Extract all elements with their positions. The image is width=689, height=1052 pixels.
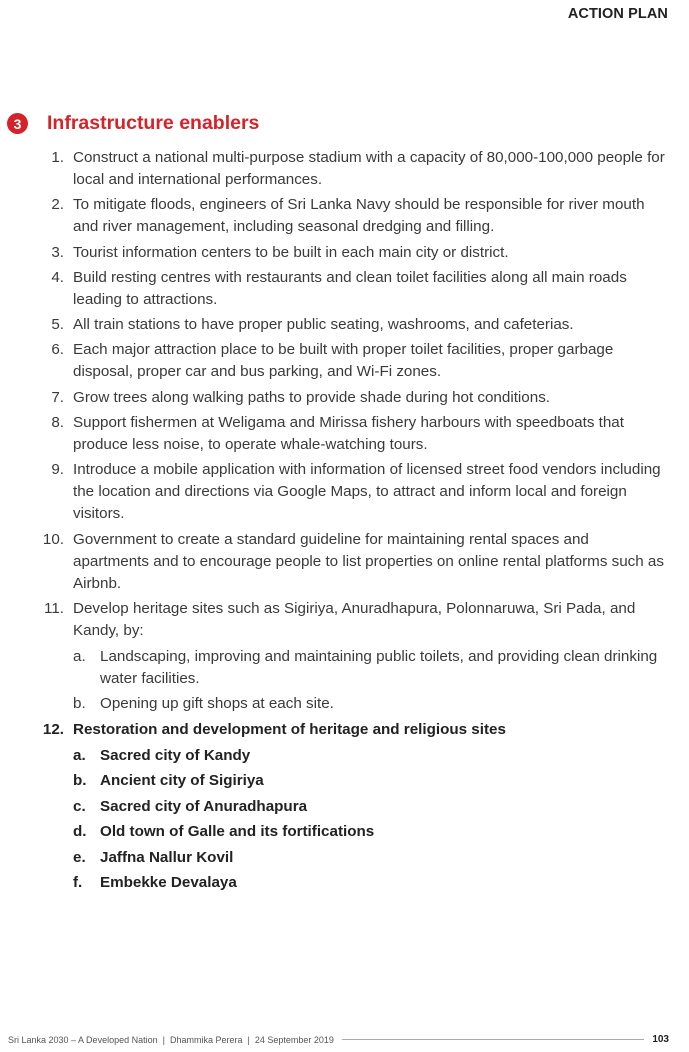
item-text: Tourist information centers to be built in each main city or district. bbox=[73, 243, 509, 261]
item-text: Government to create a standard guideline for maintaining rental spaces and apartments and to encourage people to list properties on online rental platforms such as Airbnb. bbox=[73, 530, 664, 592]
footer-date: 24 September 2019 bbox=[254, 1034, 334, 1045]
footer-author: Dhammika Perera bbox=[169, 1034, 243, 1045]
sub-item-letter: b. bbox=[73, 695, 86, 713]
page-footer bbox=[8, 1034, 669, 1045]
list-item bbox=[0, 194, 689, 238]
list-item bbox=[0, 529, 689, 595]
sub-item-text: Opening up gift shops at each site. bbox=[100, 695, 334, 713]
section-heading bbox=[7, 112, 259, 135]
sub-item-text: Sacred city of Kandy bbox=[100, 746, 251, 764]
sub-list-item bbox=[0, 821, 665, 843]
sub-list-item bbox=[0, 872, 665, 894]
item-text: All train stations to have proper public seating, washrooms, and cafeterias. bbox=[73, 316, 574, 334]
item-text: Grow trees along walking paths to provide shade during hot conditions. bbox=[73, 388, 551, 406]
item-text: Build resting centres with restaurants and clean toilet facilities along all main roads leading to attractions. bbox=[73, 268, 627, 308]
list-item bbox=[0, 459, 689, 525]
sub-item-letter: d. bbox=[73, 823, 87, 841]
sub-list-item bbox=[0, 770, 665, 792]
sub-item-letter: a. bbox=[73, 746, 86, 764]
sub-list bbox=[73, 745, 665, 895]
item-number: 8. bbox=[51, 414, 64, 432]
item-text: Introduce a mobile application with information of licensed street food vendors including the location and directions via Google Maps, to attract and inform local and foreign visitors. bbox=[73, 461, 661, 523]
item-number: 1. bbox=[51, 149, 64, 166]
page-number: 103 bbox=[652, 1034, 669, 1045]
sub-item-letter: b. bbox=[73, 772, 87, 790]
sub-list-item bbox=[0, 693, 665, 715]
sub-item-text: Ancient city of Sigiriya bbox=[100, 772, 264, 790]
list-item bbox=[0, 147, 689, 191]
item-text: Construct a national multi-purpose stadium with a capacity of 80,000-100,000 people for local and international performances. bbox=[73, 149, 665, 188]
list-item bbox=[0, 242, 689, 264]
list-item bbox=[0, 412, 689, 456]
list-item bbox=[0, 598, 689, 715]
item-text: Each major attraction place to be built with proper toilet facilities, proper garbage disposal, proper car and bus parking, and Wi-Fi zones. bbox=[73, 341, 614, 381]
footer-rule bbox=[342, 1039, 644, 1040]
section-title: Infrastructure enablers bbox=[47, 112, 260, 134]
item-number: 5. bbox=[51, 316, 64, 334]
item-number: 7. bbox=[51, 388, 64, 406]
sub-item-text: Embekke Devalaya bbox=[100, 874, 237, 892]
sub-item-text: Sacred city of Anuradhapura bbox=[100, 797, 308, 815]
item-number: 4. bbox=[51, 268, 64, 286]
footer-publication: Sri Lanka 2030 – A Developed Nation bbox=[8, 1034, 158, 1045]
list-item bbox=[0, 339, 689, 383]
list-item bbox=[0, 719, 689, 895]
item-number: 9. bbox=[51, 461, 64, 479]
section-number-badge: 3 bbox=[7, 113, 28, 134]
list-item bbox=[0, 387, 689, 409]
sub-item-text: Old town of Galle and its fortifications bbox=[100, 823, 375, 841]
item-number: 10. bbox=[42, 530, 64, 548]
item-text: To mitigate floods, engineers of Sri Lanka Navy should be responsible for river mouth and river management, including seasonal dredging and filling. bbox=[73, 196, 645, 236]
action-list bbox=[0, 147, 689, 898]
item-number: 2. bbox=[51, 196, 64, 214]
sub-list-item bbox=[0, 745, 665, 767]
list-item bbox=[0, 267, 689, 311]
list-item bbox=[0, 314, 689, 336]
item-text: Restoration and development of heritage and religious sites bbox=[73, 720, 506, 738]
item-number: 11. bbox=[44, 599, 64, 617]
item-text: Support fishermen at Weligama and Mirissa fishery harbours with speedboats that produce less noise, to operate whale-watching tours. bbox=[73, 414, 624, 454]
sub-list-item bbox=[0, 796, 665, 818]
item-number: 6. bbox=[51, 341, 64, 359]
sub-list-item bbox=[0, 646, 665, 690]
sub-item-text: Landscaping, improving and maintaining public toilets, and providing clean drinking water facilities. bbox=[100, 647, 658, 687]
item-number: 3. bbox=[51, 243, 64, 261]
item-number: 12. bbox=[42, 720, 64, 738]
sub-item-text: Jaffna Nallur Kovil bbox=[100, 848, 234, 866]
sub-item-letter: a. bbox=[73, 647, 86, 665]
sub-list bbox=[73, 646, 665, 715]
footer-separator: | bbox=[247, 1034, 250, 1045]
sub-list-item bbox=[0, 847, 665, 869]
sub-item-letter: e. bbox=[73, 848, 86, 866]
footer-separator: | bbox=[162, 1034, 165, 1045]
page-header-title: ACTION PLAN bbox=[567, 6, 668, 22]
sub-item-letter: c. bbox=[73, 797, 86, 815]
item-text: Develop heritage sites such as Sigiriya, Anuradhapura, Polonnaruwa, Sri Pada, and Kandy, by: bbox=[73, 599, 636, 639]
sub-item-letter: f. bbox=[73, 874, 83, 892]
